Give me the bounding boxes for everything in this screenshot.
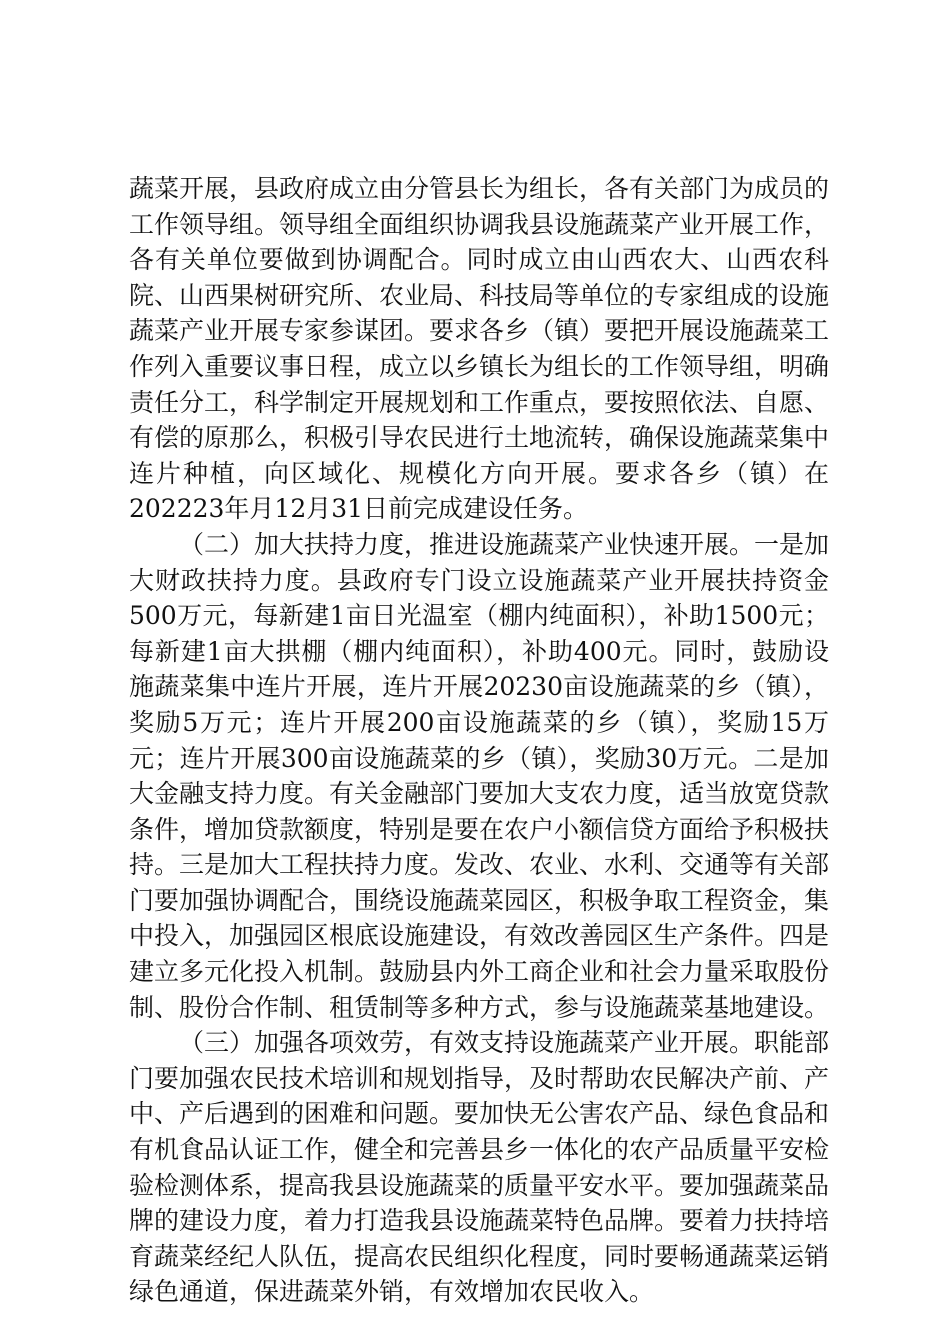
paragraph-services: （三）加强各项效劳，有效支持设施蔬菜产业开展。职能部门要加强农民技术培训和规划指导，及时帮助农民解决产前、产中、产后遇到的困难和问题。要加快无公害农产品、绿色食品和有机食品认证工作，健全和完善县乡一体化的农产品质量平安检验检测体系，提高我县设施蔬菜的质量平安水平。要加强蔬菜品牌的建设力度，着力打造我县设施蔬菜特色品牌。要着力扶持培育蔬菜经纪人队伍，提高农民组织化程度，同时要畅通蔬菜运销绿色通道，保进蔬菜外销，有效增加农民收入。 [129,1028,830,1307]
paragraph-leading-group: 蔬菜开展，县政府成立由分管县长为组长，各有关部门为成员的工作领导组。领导组全面组织协调我县设施蔬菜产业开展工作，各有关单位要做到协调配合。同时成立由山西农大、山西农科院、山西果树研究所、农业局、科技局等单位的专家组成的设施蔬菜产业开展专家参谋团。要求各乡（镇）要把开展设施蔬菜工作列入重要议事日程，成立以乡镇长为组长的工作领导组，明确责任分工，科学制定开展规划和工作重点，要按照依法、自愿、有偿的原那么，积极引导农民进行土地流转，确保设施蔬菜集中连片种植，向区域化、规模化方向开展。要求各乡（镇）在202223年月12月31日前完成建设任务。 [129,174,830,524]
paragraph-financial-support: （二）加大扶持力度，推进设施蔬菜产业快速开展。一是加大财政扶持力度。县政府专门设立设施蔬菜产业开展扶持资金500万元，每新建1亩日光温室（棚内纯面积），补助1500元；每新建1亩大拱棚（棚内纯面积），补助400元。同时，鼓励设施蔬菜集中连片开展，连片开展20230亩设施蔬菜的乡（镇），奖励5万元；连片开展200亩设施蔬菜的乡（镇），奖励15万元；连片开展300亩设施蔬菜的乡（镇），奖励30万元。二是加大金融支持力度。有关金融部门要加大支农力度，适当放宽贷款条件，增加贷款额度，特别是要在农户小额信贷方面给予积极扶持。三是加大工程扶持力度。发改、农业、水利、交通等有关部门要加强协调配合，围绕设施蔬菜园区，积极争取工程资金，集中投入，加强园区根底设施建设，有效改善园区生产条件。四是建立多元化投入机制。鼓励县内外工商企业和社会力量采取股份制、股份合作制、租赁制等多种方式，参与设施蔬菜基地建设。 [129,529,830,1022]
document-body [129,171,829,1310]
